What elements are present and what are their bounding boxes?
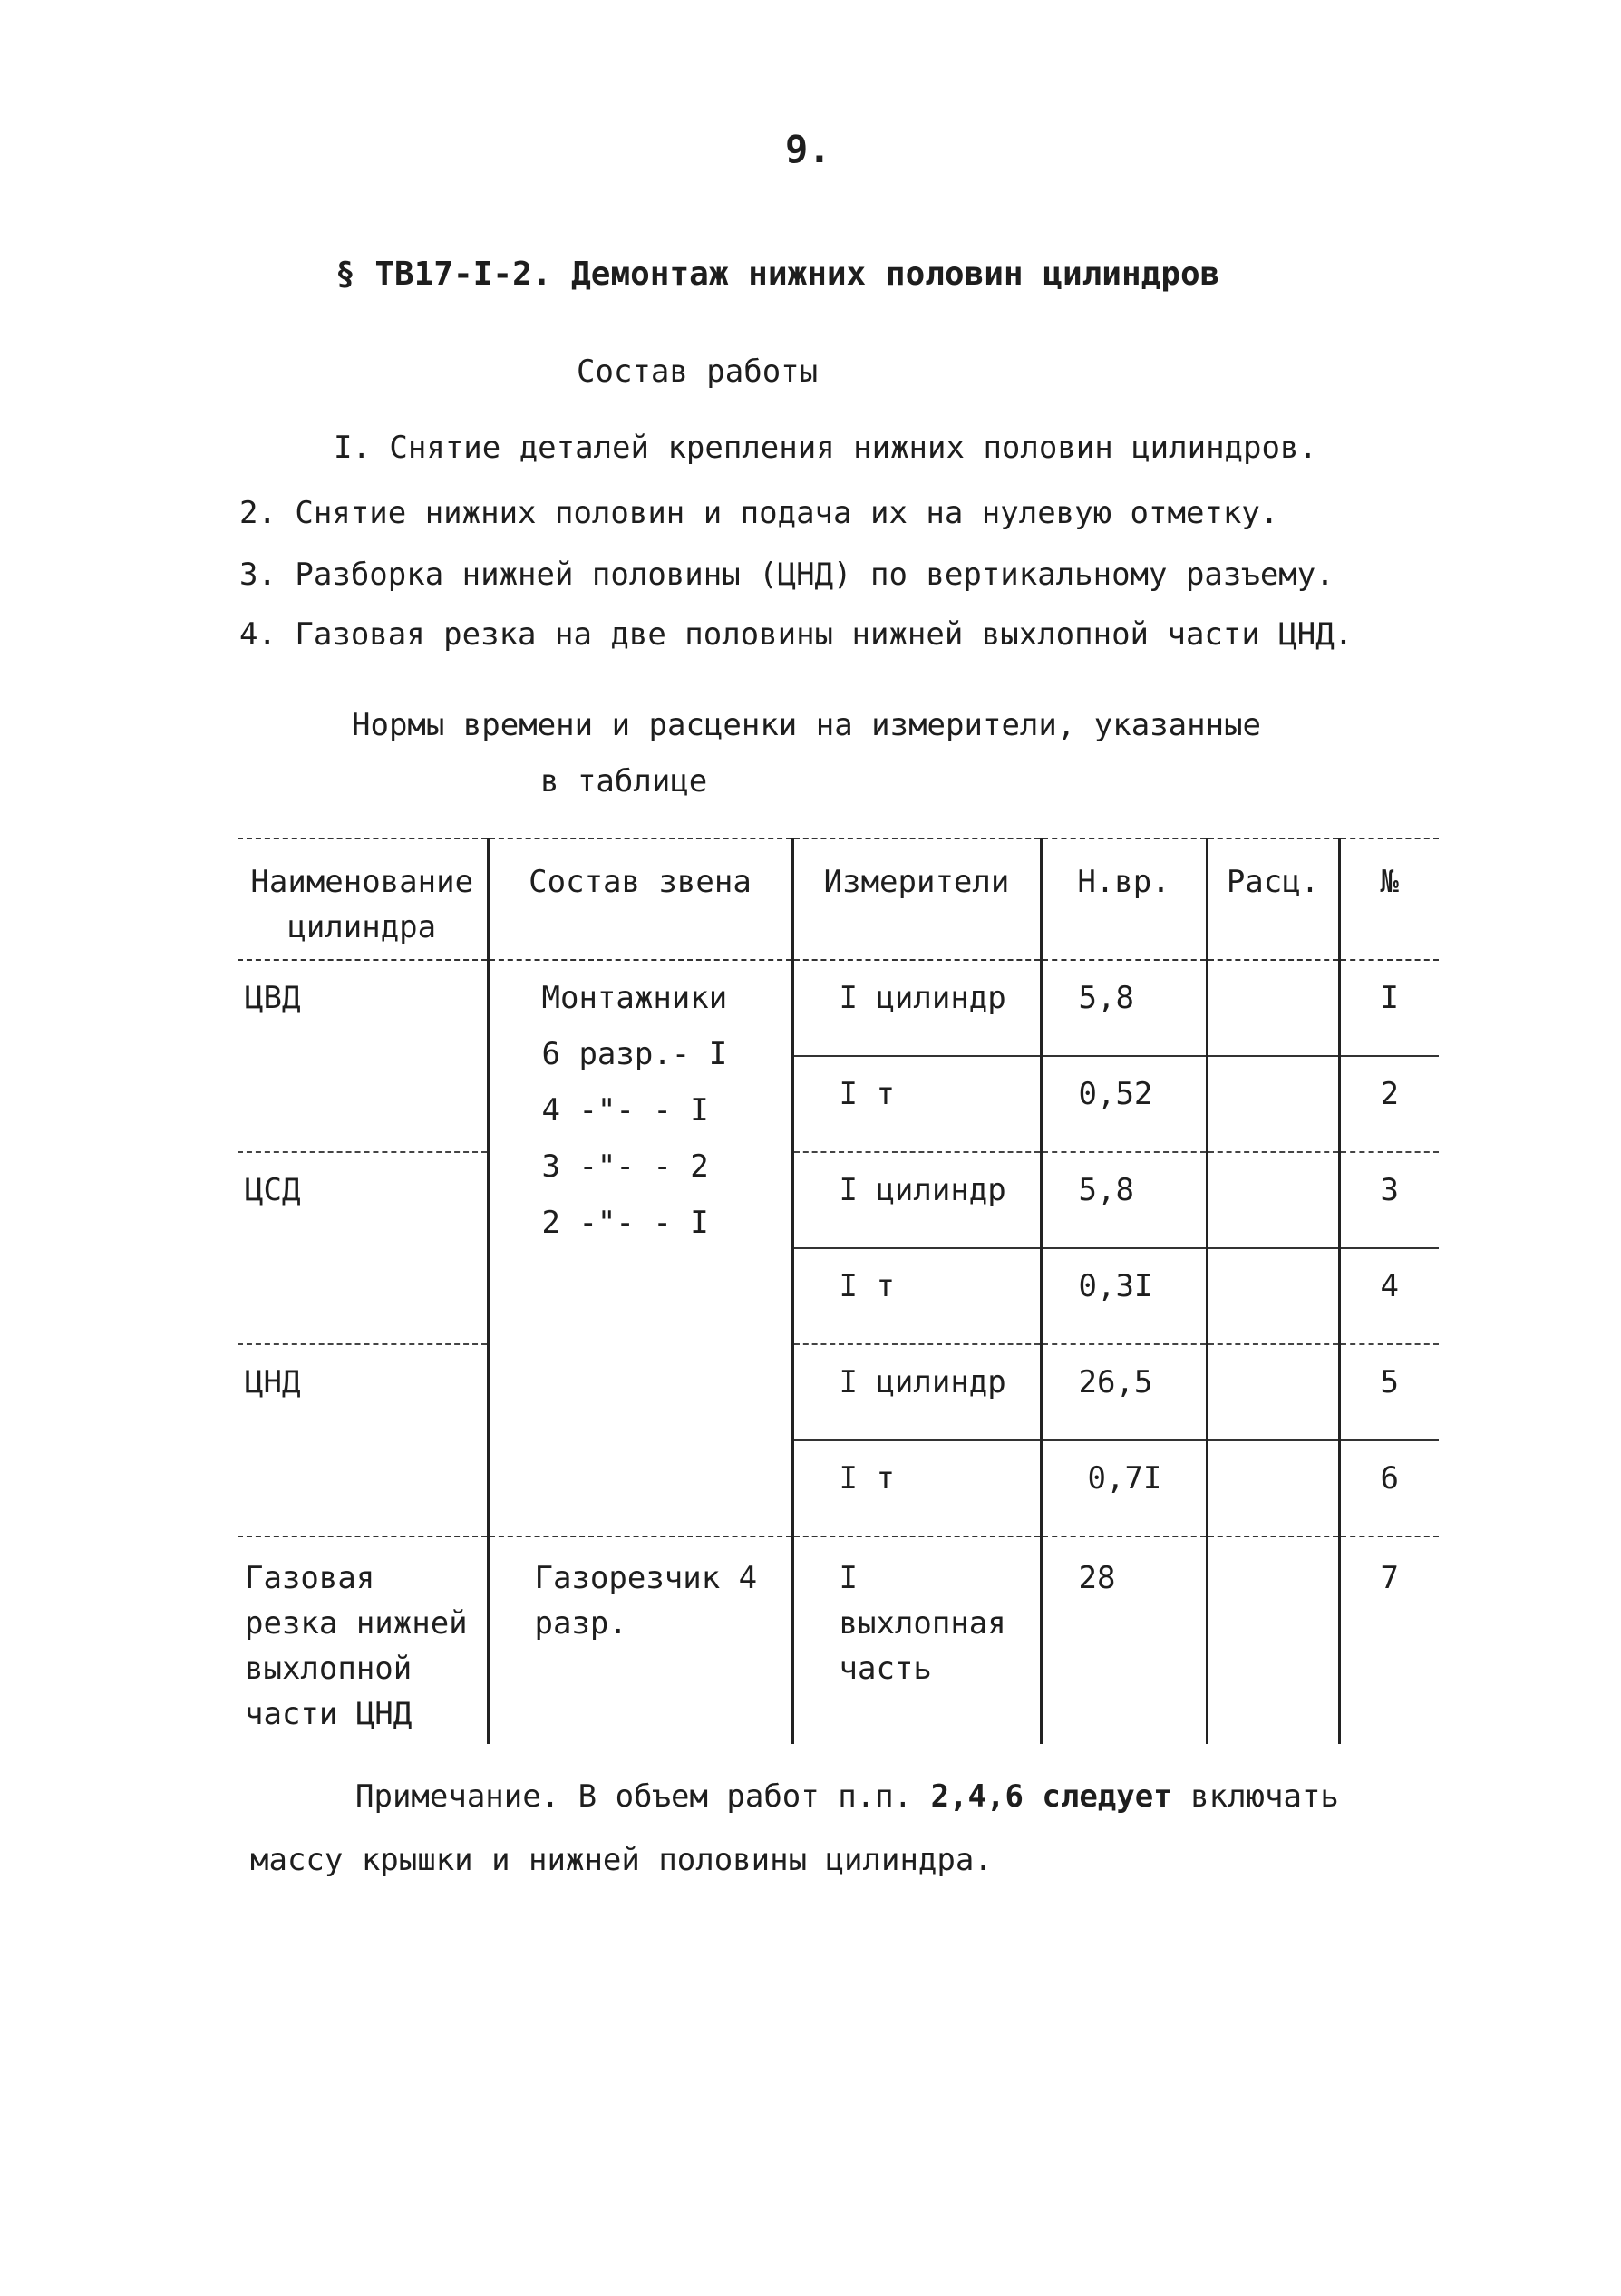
page-number: 9. <box>785 127 831 171</box>
time-cell: 5,8 <box>1041 960 1207 1056</box>
crew-line: 4 -"- - I <box>541 1092 709 1129</box>
crew-cell <box>488 960 792 1536</box>
cylinder-name: ЦВД <box>238 960 488 1152</box>
rate-cell <box>1207 1152 1339 1248</box>
row-number: 2 <box>1339 1056 1439 1152</box>
row-number: 7 <box>1339 1536 1439 1744</box>
time-cell: 26,5 <box>1041 1344 1207 1440</box>
work-item-4: 4. Газовая резка на две половины нижней выхлопной части ЦНД. <box>239 616 1354 653</box>
rate-cell <box>1207 1248 1339 1344</box>
cylinder-name: ЦСД <box>238 1152 488 1344</box>
header-time: Н.вр. <box>1041 838 1207 960</box>
header-units: Измерители <box>792 838 1041 960</box>
norms-table <box>238 838 1439 1744</box>
cylinder-name: ЦНД <box>238 1344 488 1536</box>
unit-cell: I т <box>792 1056 1041 1152</box>
note-text: Примечание. В объем работ п.п. <box>355 1778 931 1815</box>
crew-line: 6 разр.- I <box>541 1036 728 1072</box>
crew-title: Монтажники <box>541 980 728 1016</box>
note <box>355 1778 1339 1815</box>
cylinder-name: Газовая резка нижней выхлопной части ЦНД <box>245 1560 468 1732</box>
row-number: 4 <box>1339 1248 1439 1344</box>
row-number: I <box>1339 960 1439 1056</box>
unit-cell: I т <box>792 1440 1041 1536</box>
time-cell: 0,3I <box>1041 1248 1207 1344</box>
unit-cell: I т <box>792 1248 1041 1344</box>
note-text: включать <box>1171 1778 1339 1815</box>
note-text-bold: 2,4,6 следует <box>930 1778 1172 1815</box>
section-title: Демонтаж нижних половин цилиндров <box>571 256 1220 293</box>
table-intro-line-2: в таблице <box>540 763 708 799</box>
work-item-1: I. Снятие деталей крепления нижних половин цилиндров. <box>334 430 1317 466</box>
header-name: Наименование цилиндра <box>238 838 488 960</box>
rate-cell <box>1207 1344 1339 1440</box>
table-header-row <box>238 838 1439 960</box>
crew-line: 2 -"- - I <box>541 1205 709 1241</box>
row-number: 6 <box>1339 1440 1439 1536</box>
unit-cell: I цилиндр <box>792 1152 1041 1248</box>
time-cell: 0,52 <box>1041 1056 1207 1152</box>
rate-cell <box>1207 960 1339 1056</box>
crew-cell: Газорезчик 4 разр. <box>488 1536 792 1744</box>
rate-cell <box>1207 1056 1339 1152</box>
unit-cell: I цилиндр <box>792 1344 1041 1440</box>
time-cell: 28 <box>1041 1536 1207 1744</box>
header-rate: Расц. <box>1207 838 1339 960</box>
row-number: 3 <box>1339 1152 1439 1248</box>
rate-cell <box>1207 1440 1339 1536</box>
header-num: № <box>1339 838 1439 960</box>
unit-cell: I выхлопная часть <box>792 1536 1041 1744</box>
crew-line: 3 -"- - 2 <box>541 1148 709 1185</box>
table-row <box>238 1152 1439 1248</box>
time-cell: 5,8 <box>1041 1152 1207 1248</box>
note-line-2: массу крышки и нижней половины цилиндра. <box>250 1842 993 1878</box>
table-row <box>238 960 1439 1056</box>
work-item-3: 3. Разборка нижней половины (ЦНД) по вертикальному разъему. <box>239 557 1335 593</box>
work-composition-title: Состав работы <box>577 354 819 390</box>
time-cell: 0,7I <box>1041 1440 1207 1536</box>
header-crew: Состав звена <box>488 838 792 960</box>
work-item-2: 2. Снятие нижних половин и подача их на нулевую отметку. <box>239 495 1279 531</box>
table-row <box>238 1536 1439 1744</box>
table-intro-line-1: Нормы времени и расценки на измерители, указанные <box>352 707 1262 743</box>
section-code: § ТВ17-I-2. <box>335 256 552 293</box>
table-row <box>238 1344 1439 1440</box>
rate-cell <box>1207 1536 1339 1744</box>
section-heading <box>335 256 1219 293</box>
row-number: 5 <box>1339 1344 1439 1440</box>
unit-cell: I цилиндр <box>792 960 1041 1056</box>
